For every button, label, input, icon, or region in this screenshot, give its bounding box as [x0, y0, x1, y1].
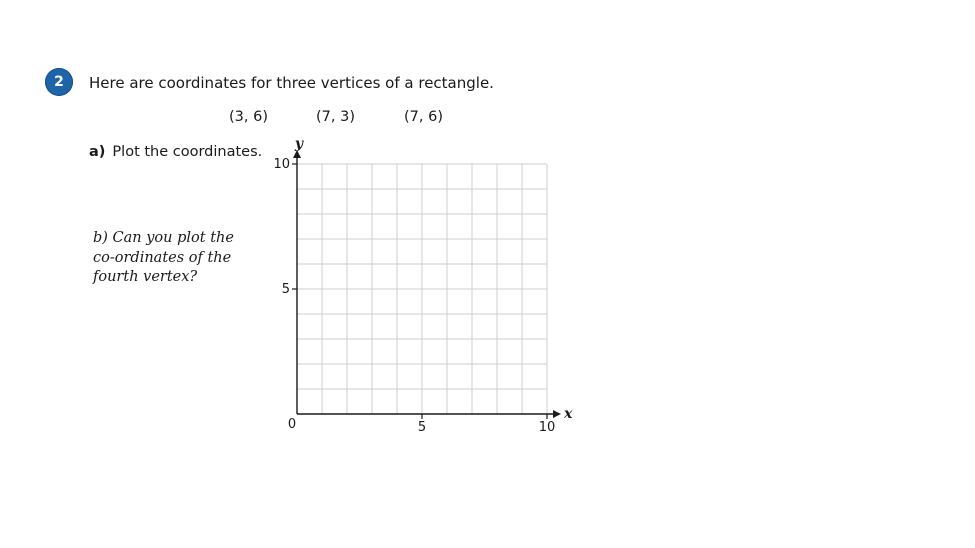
- x-tick-label: 5: [417, 420, 427, 435]
- part-a-text: Plot the coordinates.: [112, 144, 263, 160]
- x-axis-label: x: [564, 406, 573, 422]
- part-b-line: fourth vertex?: [93, 269, 198, 285]
- part-a-label: a): [89, 144, 106, 160]
- x-axis-arrow: [553, 410, 561, 418]
- coordinate-3: (7, 6): [404, 109, 443, 125]
- part-b-line: b) Can you plot the: [93, 230, 234, 246]
- origin-label: 0: [287, 417, 297, 432]
- coordinate-1: (3, 6): [229, 109, 268, 125]
- question-text: Here are coordinates for three vertices of a rectangle.: [89, 74, 494, 92]
- y-axis-label: y: [294, 136, 304, 152]
- coordinate-2: (7, 3): [316, 109, 355, 125]
- y-tick-label: 5: [281, 282, 290, 297]
- y-tick-label: 10: [273, 157, 290, 172]
- question-number-badge: 2: [45, 68, 73, 96]
- x-tick-label: 10: [538, 420, 556, 435]
- part-b-line: co-ordinates of the: [93, 249, 232, 266]
